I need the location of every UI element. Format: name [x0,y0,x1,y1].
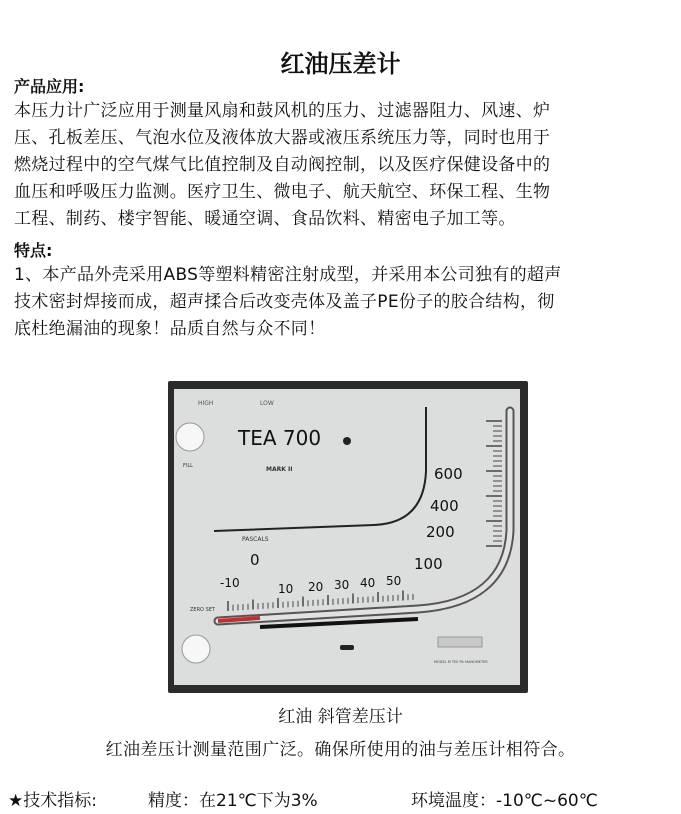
zero-set-label: ZERO SET [190,607,215,613]
spec-accuracy: 精度：在21℃下为3% [148,791,318,811]
model-name: TEA 700 [238,426,322,450]
mark-label: MARK II [266,466,293,473]
minus-ten-tick-label: -10 [220,576,240,590]
application-text [14,98,674,233]
tick-label-40: 40 [360,576,376,590]
manometer-drawing [168,381,528,693]
high-label: HIGH [198,400,214,407]
mount-slot [340,645,354,650]
application-line: 燃烧过程中的空气煤气比值控制及自动阀控制，以及医疗保健设备中的 [14,155,551,175]
tick-label-400: 400 [430,497,459,515]
tick-label-30: 30 [334,578,350,592]
features-line: 1、本产品外壳采用ABS等塑料精密注射成型，并采用本公司独有的超声 [14,265,562,285]
features-line: 底杜绝漏油的现象！品质自然与众不同！ [14,319,326,339]
tick-label-600: 600 [434,465,463,483]
features-line: 技术密封焊接而成，超声揉合后改变壳体及盖子PE份子的胶合结构，彻 [14,292,555,312]
nameplate-badge [438,637,482,647]
range-note: 红油差压计测量范围广泛。确保所使用的油与差压计相符合。 [105,740,576,760]
tick-label-200: 200 [426,523,455,541]
application-line: 工程、制药、楼宇智能、暖通空调、食品饮料、精密电子加工等。 [14,209,516,229]
tick-label-10: 10 [278,582,294,596]
units-label: PASCALS [242,536,269,543]
application-line: 压、孔板差压、气泡水位及液体放大器或液压系统压力等，同时也用于 [14,128,551,148]
low-port-cap [182,635,210,663]
tick-label-20: 20 [308,580,324,594]
nameplate-text: MODEL M TEE PA MANOMETER [434,660,488,664]
spec-environment: 环境温度：-10℃~60℃ [411,791,598,811]
application-heading: 产品应用: [14,77,85,96]
mount-hole [343,437,351,445]
fill-label: FILL [183,463,193,469]
tick-label-50: 50 [386,574,402,588]
features-heading: 特点: [14,241,53,260]
manometer-photo [168,381,528,693]
low-label: LOW [260,400,274,407]
tick-label-100: 100 [414,555,443,573]
specs-heading: ★技术指标: [8,791,97,811]
page-title: 红油压差计 [280,49,401,78]
zero-tick-label: 0 [250,551,260,569]
figure-caption: 红油 斜管差压计 [278,707,403,727]
application-line: 血压和呼吸压力监测。医疗卫生、微电子、航天航空、环保工程、生物 [14,182,551,202]
high-port-cap [176,423,204,451]
application-line: 本压力计广泛应用于测量风扇和鼓风机的压力、过滤器阻力、风速、炉 [14,101,551,121]
features-text [14,262,674,343]
